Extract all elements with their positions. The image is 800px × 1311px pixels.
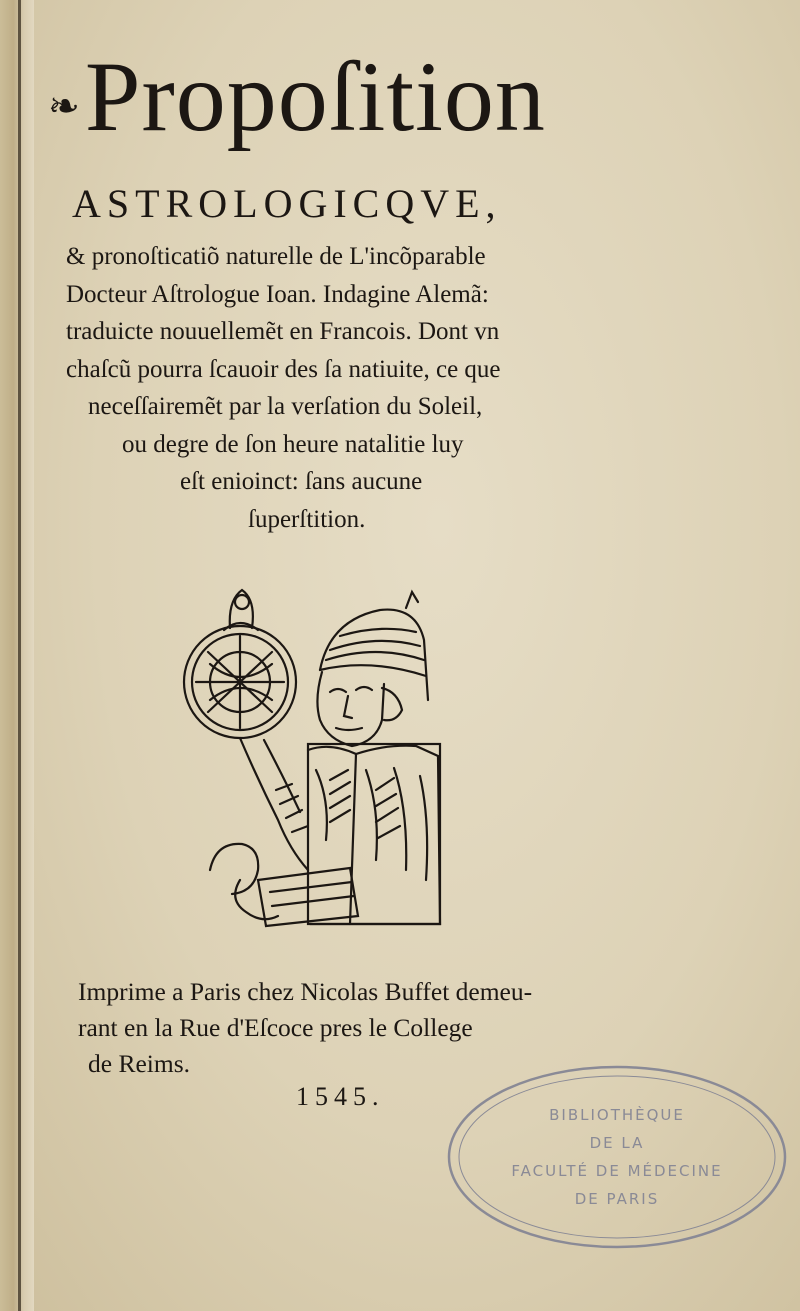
publication-year: 1545. (296, 1082, 385, 1111)
imprint-line: Imprime a Paris chez Nicolas Buffet demeu- (78, 977, 533, 1006)
stamp-line: BIBLIOTHÈQUE (549, 1106, 685, 1124)
stamp-line: DE LA (589, 1134, 645, 1152)
description-line: chaſcũ pourra ſcauoir des ſa natiuite, ce que (66, 355, 501, 383)
fleuron-icon: ❧ (48, 86, 81, 129)
title-description (66, 238, 636, 538)
description-line: ou degre de ſon heure natalitie luy (122, 430, 464, 458)
stamp-line: DE PARIS (574, 1190, 660, 1208)
description-line: ſuperſtition. (248, 505, 366, 533)
book-gutter (0, 0, 34, 1311)
page-title (48, 42, 648, 162)
description-line: Docteur Aſtrologue Ioan. Indagine Alemã: (66, 280, 489, 308)
imprint-line: rant en la Rue d'Eſcoce pres le College (78, 1013, 473, 1042)
stamp-line: FACULTÉ DE MÉDECINE (511, 1162, 723, 1180)
subtitle: ASTROLOGICQVE, (72, 181, 502, 226)
description-line: eſt enioinct: ſans aucune (180, 468, 423, 495)
description-line: neceſſairemẽt par la verſation du Soleil, (88, 393, 483, 420)
title-text: Propoſition (84, 41, 546, 152)
imprint-line: de Reims. (88, 1049, 190, 1078)
library-stamp (445, 1062, 790, 1252)
gutter-line (18, 0, 21, 1311)
description-line: & pronoſticatiõ naturelle de L'incõparable (66, 243, 486, 270)
description-line: traduicte nouuellemẽt en Francois. Dont vn (66, 318, 500, 345)
woodcut-illustration (180, 580, 450, 930)
